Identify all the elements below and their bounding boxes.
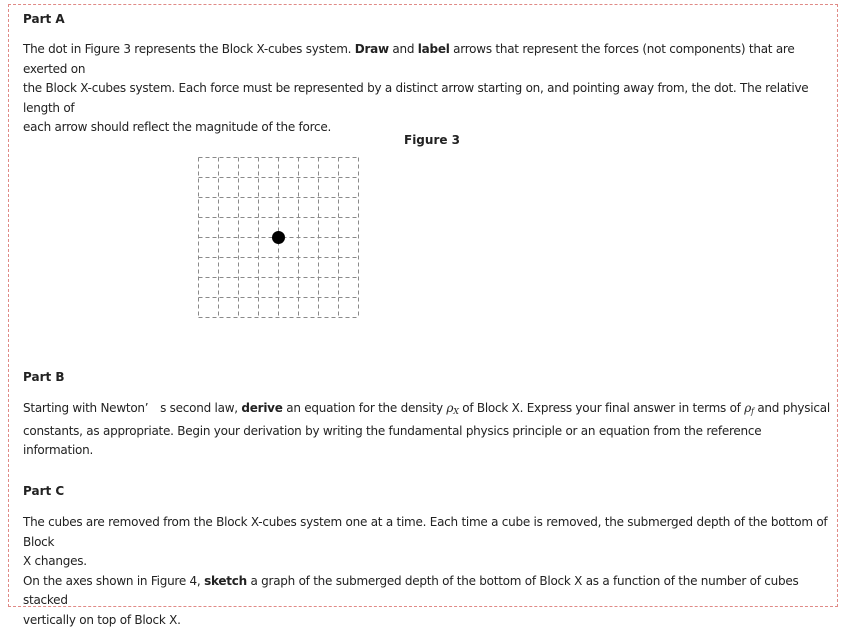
rho-x-symbol: $\rho_X$ — [446, 401, 458, 415]
part-b-instructions — [23, 399, 833, 461]
part-a-line-3: each arrow should reflect the magnitude of the force. — [23, 118, 833, 138]
part-a-line-2: the Block X-cubes system. Each force must be represented by a distinct arrow starting on, and pointing away from, the dot. The relative length of — [23, 79, 833, 118]
derive-keyword: derive — [241, 401, 282, 415]
part-a-title: Part A — [23, 12, 65, 26]
part-a-instructions — [23, 40, 833, 138]
part-a-line-1: The dot in Figure 3 represents the Block X-cubes system. Draw and label arrows that represent the forces (not components) that are exerted on — [23, 40, 833, 79]
draw-keyword: Draw — [355, 42, 389, 56]
rho-f-symbol: $\rho_f$ — [744, 401, 754, 415]
label-keyword: label — [418, 42, 450, 56]
figure-3-grid[interactable] — [198, 157, 360, 319]
part-c-title: Part C — [23, 484, 64, 498]
part-c-line-3: On the axes shown in Figure 4, sketch a graph of the submerged depth of the bottom of Block X as a function of the number of cubes stacked — [23, 572, 833, 611]
part-b-title: Part B — [23, 370, 65, 384]
part-c-instructions — [23, 513, 833, 630]
part-c-line-4: vertically on top of Block X. — [23, 611, 833, 630]
part-c-line-2: X changes. — [23, 552, 833, 572]
part-b-line-2: constants, as appropriate. Begin your derivation by writing the fundamental physics principle or an equation from the reference information. — [23, 422, 833, 461]
sketch-keyword: sketch — [204, 574, 247, 588]
part-b-line-1: Starting with Newton’ s second law, derive an equation for the density $\rho_X$ of Block X. Express your final answer in terms of $\rho_f$ and physical — [23, 399, 833, 422]
figure-3-caption: Figure 3 — [404, 133, 460, 147]
part-c-line-1: The cubes are removed from the Block X-cubes system one at a time. Each time a cube is removed, the submerged depth of the bottom of Block — [23, 513, 833, 552]
system-dot — [272, 231, 285, 244]
